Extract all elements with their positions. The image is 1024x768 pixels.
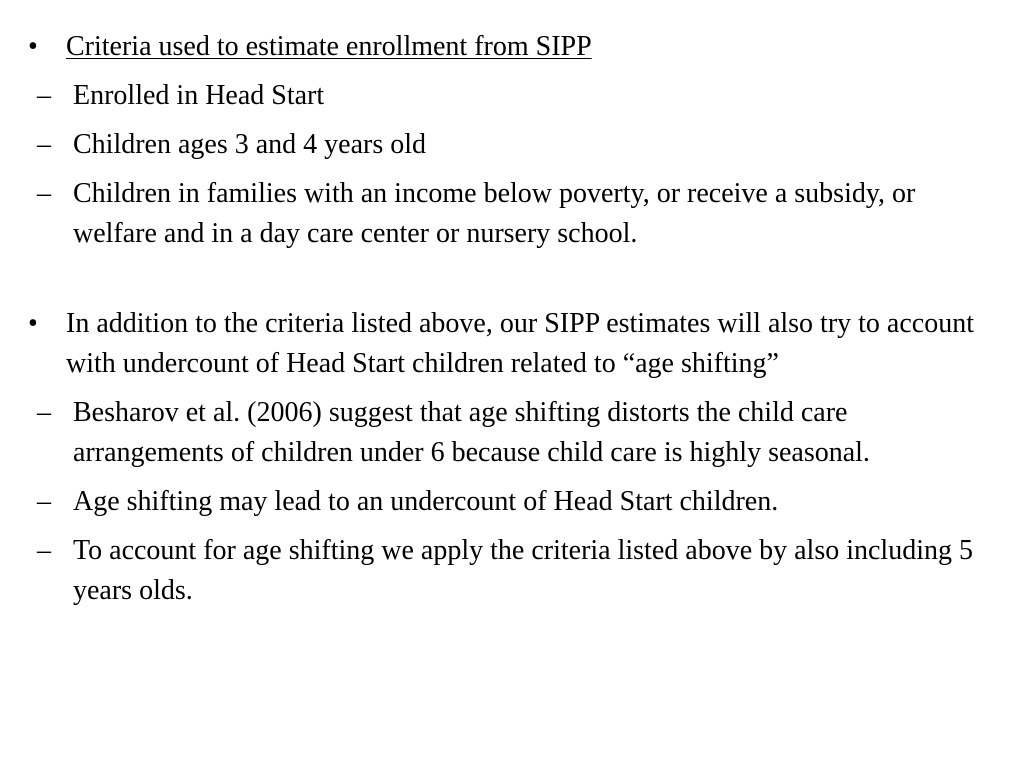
sub-item-text: Age shifting may lead to an undercount of Head Start children. xyxy=(73,486,779,517)
dash-marker: – xyxy=(37,397,51,428)
dash-marker: – xyxy=(37,535,51,566)
bullet-criteria xyxy=(28,27,984,67)
dash-marker: – xyxy=(37,178,51,209)
spacer xyxy=(28,254,984,304)
bullet-text-age-shifting: In addition to the criteria listed above, our SIPP estimates will also try to account with undercount of Head Start children related to “age shifting” xyxy=(66,308,974,379)
sub-item-text: Besharov et al. (2006) suggest that age shifting distorts the child care arrangements of children under 6 because child care is highly seasonal. xyxy=(73,397,870,468)
sub-item xyxy=(28,393,984,473)
sub-item-text: Enrolled in Head Start xyxy=(73,80,325,111)
bullet-text-criteria: Criteria used to estimate enrollment from SIPP xyxy=(66,31,592,62)
bullet-age-shifting xyxy=(28,304,984,384)
sub-item-text: Children ages 3 and 4 years old xyxy=(73,129,427,160)
sub-list-age-shifting xyxy=(28,393,984,611)
dash-marker: – xyxy=(37,486,51,517)
dash-marker: – xyxy=(37,129,51,160)
sub-item xyxy=(28,76,984,116)
dash-marker: – xyxy=(37,80,51,111)
sub-item xyxy=(28,174,984,254)
sub-item xyxy=(28,531,984,611)
sub-item xyxy=(28,482,984,522)
sub-item-text: To account for age shifting we apply the criteria listed above by also including 5 years olds. xyxy=(73,535,973,606)
bullet-marker: • xyxy=(28,308,38,339)
sub-item-text: Children in families with an income below poverty, or receive a subsidy, or welfare and in a day care center or nursery school. xyxy=(73,178,916,249)
sub-list-criteria xyxy=(28,76,984,254)
bullet-marker: • xyxy=(28,31,38,62)
sub-item xyxy=(28,125,984,165)
